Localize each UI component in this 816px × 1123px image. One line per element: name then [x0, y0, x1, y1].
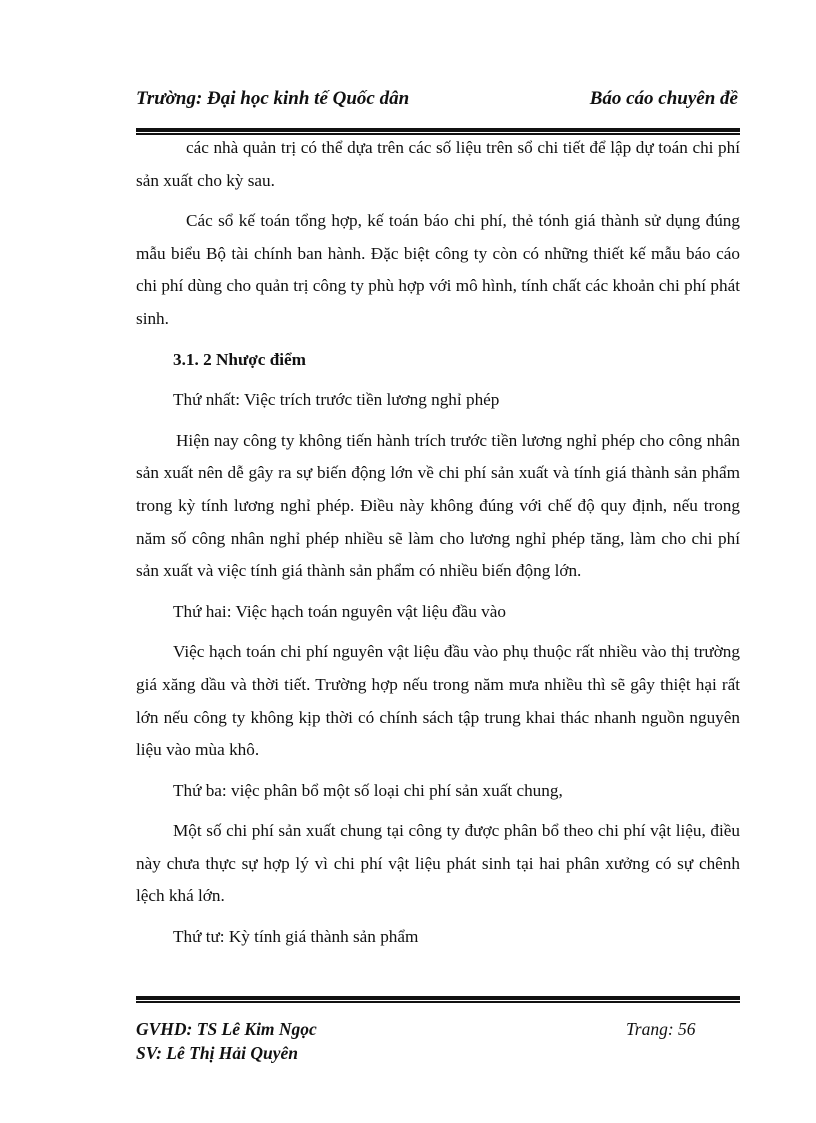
paragraph-second: Việc hạch toán chi phí nguyên vật liệu đầu vào phụ thuộc rất nhiều vào thị trường giá xăng dầu và thời tiết. Trường hợp nếu trong năm mưa nhiều thì sẽ gây thiệt hại rất lớn nếu công ty không kịp thời có chính sách tập trung khai thác nhanh nguồn nguyên liệu vào mùa khô.: [136, 642, 740, 760]
page-number: Trang: 56: [626, 1019, 696, 1039]
document-body: [136, 132, 740, 954]
paragraph-first: Hiện nay công ty không tiến hành trích trước tiền lương nghỉ phép cho công nhân sản xuất nên dễ gây ra sự biến động lớn về chi phí sản xuất và tính giá thành sản phẩm trong kỳ tính lương nghỉ phép. Điều này không đúng với chế độ quy định, nếu trong năm số công nhân nghỉ phép nhiều sẽ làm cho lương nghỉ phép tăng, làm cho chi phí sản xuất và việc tính giá thành sản phẩm có nhiều biến động lớn.: [136, 430, 740, 581]
paragraph-continuation: các nhà quản trị có thể dựa trên các số liệu trên sổ chi tiết để lập dự toán chi phí sản xuất cho kỳ sau.: [136, 138, 740, 190]
section-heading: 3.1. 2 Nhược điểm: [173, 349, 306, 369]
footer-divider: [136, 996, 740, 1003]
header-school: Trường: Đại học kinh tế Quốc dân: [136, 88, 410, 109]
subheading-second: Thứ hai: Việc hạch toán nguyên vật liệu đầu vào: [173, 601, 506, 621]
header-report-title: Báo cáo chuyên đề: [589, 88, 738, 109]
page-header: [136, 88, 740, 118]
subheading-fourth: Thứ tư: Kỳ tính giá thành sản phẩm: [173, 927, 419, 947]
paragraph-third: Một số chi phí sản xuất chung tại công ty được phân bổ theo chi phí vật liệu, điều này chưa thực sự hợp lý vì chi phí vật liệu phát sinh tại hai phân xưởng có sự chênh lệch khá lớn.: [136, 821, 740, 906]
page-footer: [136, 1017, 740, 1065]
footer-student: SV: Lê Thị Hải Quyên: [136, 1043, 299, 1063]
footer-supervisor: GVHD: TS Lê Kim Ngọc: [136, 1019, 317, 1039]
paragraph-accounting-books: Các sổ kế toán tổng hợp, kế toán báo chi phí, thẻ tónh giá thành sử dụng đúng mẫu biểu Bộ tài chính ban hành. Đặc biệt công ty còn có những thiết kế mẫu báo cáo chi phí dùng cho quản trị công ty phù hợp với mô hình, tính chất các khoản chi phí phát sinh.: [136, 211, 740, 328]
subheading-third: Thứ ba: việc phân bổ một số loại chi phí sản xuất chung,: [173, 780, 563, 800]
subheading-first: Thứ nhất: Việc trích trước tiền lương nghỉ phép: [173, 390, 500, 410]
